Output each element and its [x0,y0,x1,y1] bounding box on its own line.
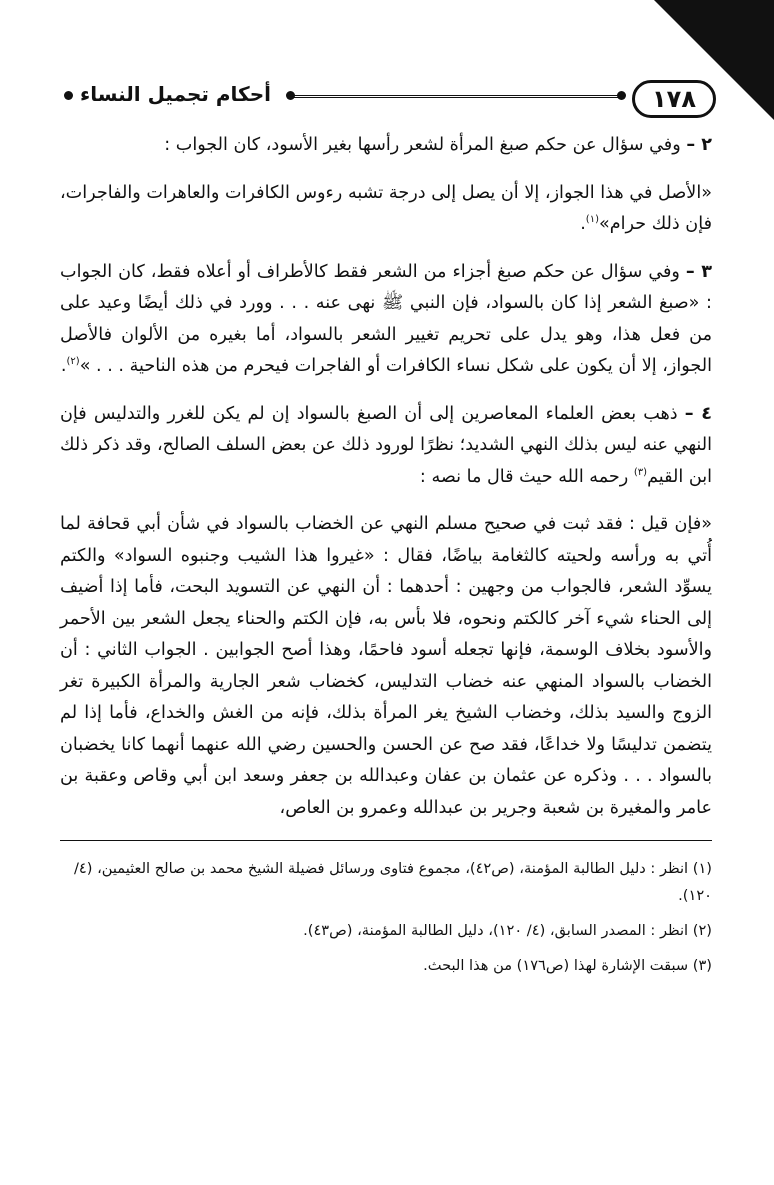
page-number: ١٧٨ [632,80,716,118]
paragraph [60,509,712,824]
footnotes [60,855,712,979]
book-page [60,78,712,987]
paragraph-tail: . [580,214,586,234]
footnote-ref[interactable]: (٣) [633,466,648,478]
paragraph [60,130,712,162]
footnote-text: سبقت الإشارة لهذا (ص١٧٦) من هذا البحث. [423,957,689,974]
paragraph-tail: رحمه الله حيث قال ما نصه : [419,466,634,487]
running-header [60,78,712,130]
paragraph [60,257,712,383]
paragraph-text: وفي سؤال عن حكم صبغ أجزاء من الشعر فقط كالأطراف أو أعلاه فقط، كان الجواب : «صبغ الشعر إذا كان بالسواد، فإن النبي ﷺ نهى عنه . . . وورد في ذلك أيضًا وعيد على من فعل هذا، وهو يدل على تحريم تغيير الشعر بالسواد، أما بغيره من الألوان فالأصل الجواز، إلا أن يكون على شكل نساء الكافرات أو الفاجرات فيحرم من هذه الناحية . . . » [60,261,712,376]
item-number: ٤ – [684,403,713,424]
main-text [60,130,712,824]
footnote-text: انظر : المصدر السابق، (٤/ ١٢٠)، دليل الطالبة المؤمنة، (ص٤٣). [303,922,689,939]
paragraph-text: «الأصل في هذا الجواز، إلا أن يصل إلى درجة تشبه رءوس الكافرات والعاهرات والفاجرات، فإن ذلك حرام» [60,182,712,234]
footnote [60,952,712,979]
footnote-number: (١) [692,860,712,877]
item-number: ٢ – [686,135,712,155]
book-title: أحكام تجميل النساء [80,82,271,106]
footnote-separator [60,840,712,841]
header-dot-icon [286,91,295,100]
footnote [60,855,712,909]
paragraph-text: «فإن قيل : فقد ثبت في صحيح مسلم النهي عن الخضاب بالسواد في شأن أبي قحافة لما أُتي به ورأسه ولحيته كالثغامة بياضًا، فقال : «غيروا هذا الشيب وجنبوه السواد» والكتم يسوِّد الشعر، فالجواب من وجهين : أحدهما : أن النهي عن التسويد البحت، فأما إذا أضيف إلى الحناء شيء آخر كالكتم ونحوه، فلا بأس به، فإن الكتم والحناء يجعل الشعر بين الأحمر والأسود بخلاف الوسمة، فإنها تجعله أسود فاحمًا، وهذا أصح الجوابين . الجواب الثاني : أن الخضاب بالسواد المنهي عنه خضاب التدليس، كخضاب شعر الجارية والمرأة الكبيرة تغر الزوج والسيد بذلك، وخضاب الشيخ يغر المرأة بذلك، فإنه من الغش والخداع، فأما إذا لم يتضمن تدليسًا ولا خداعًا، فقد صح عن الحسن والحسين رضي الله عنهما أنهما كانا يخضبان بالسواد . . . وذكره عن عثمان بن عفان وعبدالله بن جعفر وسعد ابن أبي وقاص وعقبة بن عامر والمغيرة بن شعبة وجرير بن عبدالله وعمرو بن العاص، [60,514,712,818]
paragraph [60,399,712,494]
paragraph-text: ذهب بعض العلماء المعاصرين إلى أن الصبغ بالسواد إن لم يكن للغرر والتدليس فإن النهي عنه ليس بذلك النهي الشديد؛ نظرًا لورود ذلك عن بعض السلف الصالح، وقد ذكر ذلك ابن القيم [60,403,712,487]
header-dot-icon [64,91,73,100]
paragraph-text: وفي سؤال عن حكم صبغ المرأة لشعر رأسها بغير الأسود، كان الجواب : [164,135,681,155]
footnote-ref[interactable]: (١) [585,214,599,226]
footnote-number: (٣) [692,957,712,974]
item-number: ٣ – [685,261,712,282]
footnote [60,917,712,944]
footnote-ref[interactable]: (٢) [66,356,80,368]
paragraph [60,178,712,241]
paragraph-tail: . [60,356,67,376]
header-rule [292,95,618,98]
footnote-text: انظر : دليل الطالبة المؤمنة، (ص٤٢)، مجموع فتاوى ورسائل فضيلة الشيخ محمد بن صالح العثيمين، (٤/ ١٢٠). [73,860,712,904]
footnote-number: (٢) [692,922,712,939]
header-dot-icon [617,91,626,100]
